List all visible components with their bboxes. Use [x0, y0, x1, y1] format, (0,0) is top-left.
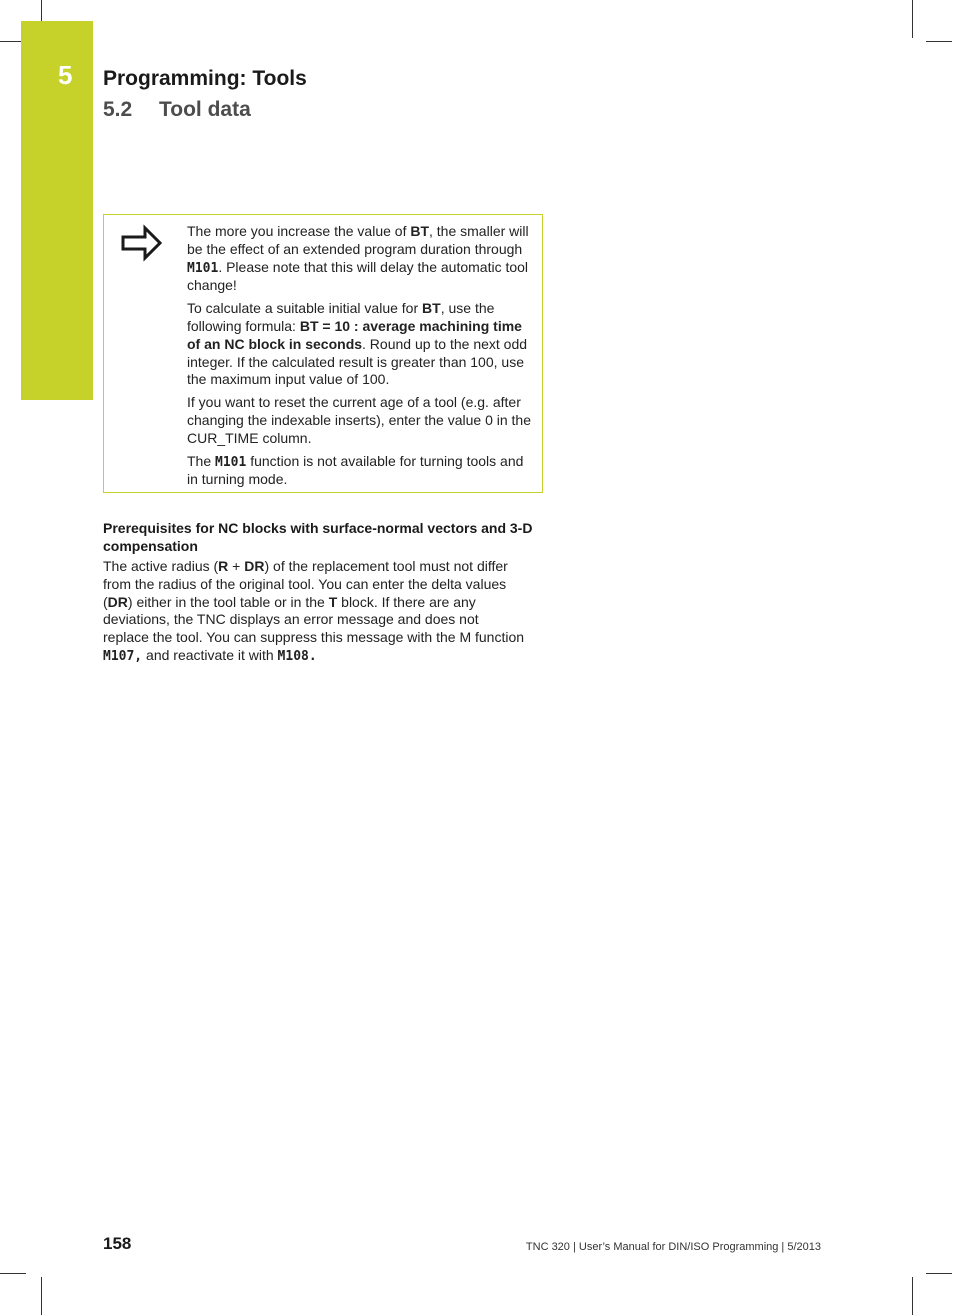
- formula: BT = 10 : average machining time of an NC block in seconds: [187, 317, 522, 352]
- crop-mark: [0, 1273, 26, 1274]
- code-m107: M107,: [103, 648, 143, 664]
- note-paragraph: [187, 394, 532, 447]
- chapter-tab: [21, 21, 93, 400]
- text-run: . Round up to the next odd integer. If the calculated result is greater than 100, use the maximum input value of 100.: [187, 335, 528, 388]
- crop-mark: [912, 0, 913, 38]
- crop-mark: [926, 1273, 952, 1274]
- section-heading: [103, 98, 251, 122]
- text-run: function is not available for turning tools and in turning mode.: [187, 452, 524, 488]
- code-m108: M108.: [277, 648, 317, 664]
- text-run: , the smaller will be the effect of an extended program duration through: [187, 223, 529, 257]
- text-run: The active radius (: [103, 558, 219, 574]
- note-text: [187, 223, 532, 494]
- crop-mark: [912, 1277, 913, 1315]
- text-run: , use the following formula:: [187, 300, 495, 334]
- text-run: ) of the replacement tool must not differ from the radius of the original tool. You can enter the delta values (: [103, 558, 508, 610]
- code-dr: DR: [244, 558, 265, 574]
- section-title: Tool data: [159, 98, 251, 121]
- code-dr: DR: [107, 593, 128, 610]
- subheading: Prerequisites for NC blocks with surface-normal vectors and 3-D compensation: [103, 520, 533, 554]
- code-m101: M101: [215, 454, 247, 470]
- crop-mark: [41, 1277, 42, 1315]
- text-run: and reactivate it with: [142, 646, 278, 663]
- body-text: [103, 558, 528, 671]
- code-r: R: [218, 558, 229, 574]
- note-paragraph: [187, 453, 532, 490]
- section-number: 5.2: [103, 98, 133, 121]
- chapter-title: Programming: Tools: [103, 67, 307, 90]
- note-paragraph: [187, 223, 532, 295]
- code-t: T: [328, 593, 338, 610]
- text-run: ) either in the tool table or in the: [127, 593, 329, 610]
- chapter-number: 5: [58, 60, 73, 90]
- page-number: 158: [103, 1234, 132, 1253]
- note-paragraph: [187, 300, 532, 389]
- crop-mark: [926, 41, 952, 42]
- text-run: +: [228, 558, 245, 574]
- code-m101: M101: [187, 260, 219, 276]
- text-run: block. If there are any deviations, the TNC displays an error message and does not replace the tool. You can suppress this message with the M function: [103, 593, 525, 646]
- text-run: To calculate a suitable initial value for: [187, 300, 423, 317]
- text-run: If you want to reset the current age of a tool (e.g. after changing the indexable inserts), enter the value 0 in the CUR_TIME column.: [187, 394, 532, 446]
- footer-text: TNC 320 | User’s Manual for DIN/ISO Programming | 5/2013: [525, 1241, 821, 1253]
- code-bt: BT: [422, 300, 441, 317]
- body-paragraph: [103, 558, 528, 666]
- code-bt: BT: [410, 223, 430, 239]
- text-run: The more you increase the value of: [187, 223, 411, 239]
- note-box: [103, 214, 543, 493]
- text-run: . Please note that this will delay the automatic tool change!: [187, 258, 529, 294]
- arrow-right-icon: [120, 223, 164, 263]
- text-run: The: [187, 452, 216, 469]
